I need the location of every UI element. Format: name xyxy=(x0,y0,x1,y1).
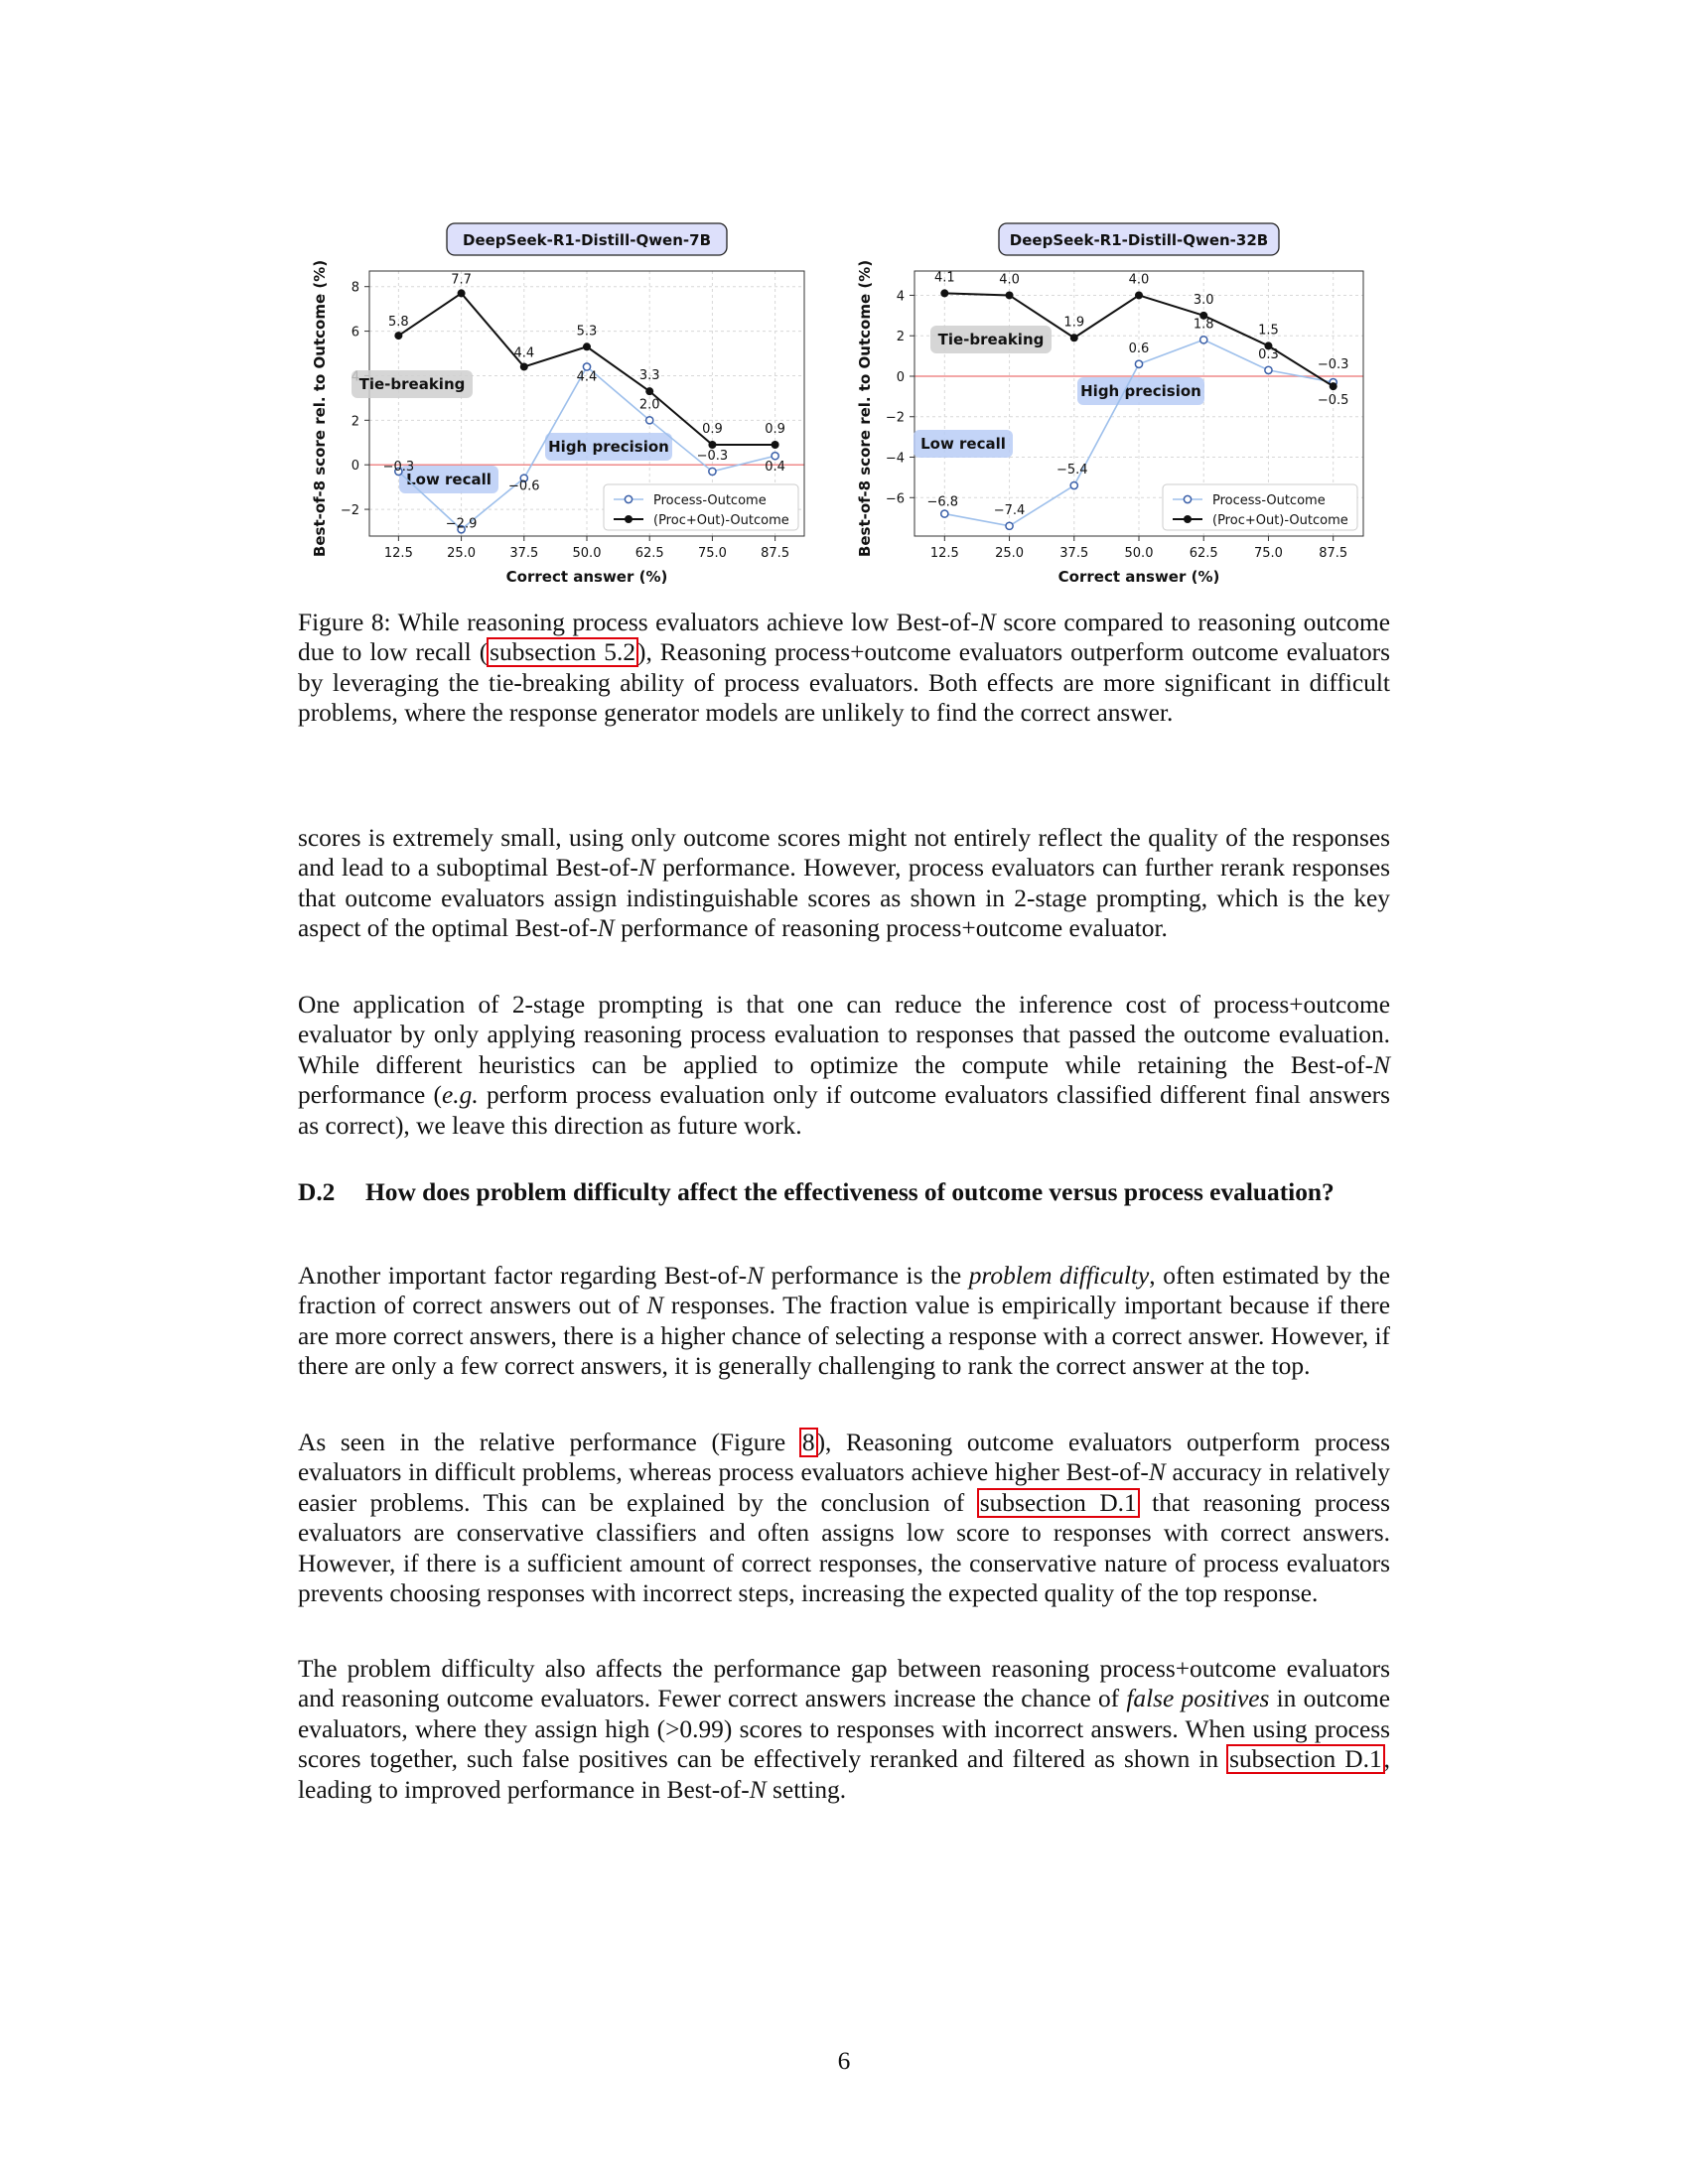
y-tick-label: 2 xyxy=(351,414,359,430)
data-label-proc-out-outcome: 4.0 xyxy=(1128,272,1150,288)
data-point-proc-out-outcome xyxy=(1006,291,1014,299)
y-tick-label: 4 xyxy=(896,289,905,305)
data-label-process-outcome: 0.6 xyxy=(1128,341,1150,356)
legend-label: (Proc+Out)-Outcome xyxy=(1212,513,1348,528)
section-heading-d2 xyxy=(298,1177,1390,1207)
p3-text-1: Another important factor regarding Best-of- xyxy=(298,1262,748,1290)
data-label-process-outcome: 2.0 xyxy=(638,397,660,413)
figure-label: Figure 8: xyxy=(298,609,391,636)
chart-title: DeepSeek-R1-Distill-Qwen-32B xyxy=(1009,231,1269,249)
data-label-process-outcome: −0.3 xyxy=(1317,357,1349,373)
data-point-proc-out-outcome xyxy=(520,362,528,370)
y-tick-label: 6 xyxy=(351,325,359,341)
figure-caption xyxy=(298,608,1390,729)
data-label-process-outcome: −2.9 xyxy=(445,516,478,532)
p5-text-4: setting. xyxy=(766,1775,847,1804)
x-tick-label: 87.5 xyxy=(761,546,790,561)
p2-text-2: performance ( xyxy=(298,1081,443,1110)
math-n: N xyxy=(646,1292,664,1320)
data-point-proc-out-outcome xyxy=(708,441,716,449)
caption-text-1: While reasoning process evaluators achieve low Best-of- xyxy=(397,609,979,636)
data-label-proc-out-outcome: 4.0 xyxy=(999,272,1020,288)
data-point-proc-out-outcome xyxy=(458,289,466,297)
data-point-process-outcome xyxy=(1070,481,1077,488)
x-tick-label: 37.5 xyxy=(509,546,539,561)
y-tick-label: 2 xyxy=(896,330,905,345)
data-point-proc-out-outcome xyxy=(1330,382,1337,390)
p4-text-3: accuracy in relatively easier problems. This can be explained by the conclusion of xyxy=(298,1458,1390,1517)
x-tick-label: 62.5 xyxy=(634,546,664,561)
p5-text-2: in outcome evaluators, where they assign high (>0.99) scores to responses with incorrect answers. When using process scores together, such false positives can be effectively reranked and filtered as shown in xyxy=(298,1685,1390,1774)
data-label-process-outcome: 0.4 xyxy=(765,460,785,476)
section-title: How does problem difficulty affect the effectiveness of outcome versus process evaluation? xyxy=(365,1178,1335,1206)
x-tick-label: 12.5 xyxy=(383,546,413,561)
data-point-process-outcome xyxy=(772,453,778,460)
y-tick-label: 0 xyxy=(896,369,905,385)
data-point-proc-out-outcome xyxy=(1135,291,1143,299)
paragraph-5 xyxy=(298,1654,1390,1805)
data-label-process-outcome: −7.4 xyxy=(993,502,1026,518)
p3-text-4: responses. The fraction value is empirically important because if there are more correct answers, there is a higher chance of selecting a response with a correct answer. However, if there are only a few correct answers, it is generally challenging to rank the correct answer at the top. xyxy=(298,1292,1390,1381)
chart-panel-2 xyxy=(856,223,1363,586)
x-tick-label: 25.0 xyxy=(447,546,477,561)
p3-text-2: performance is the xyxy=(764,1262,969,1290)
data-label-proc-out-outcome: 4.4 xyxy=(513,345,535,361)
data-label-process-outcome: 0.3 xyxy=(1258,346,1279,362)
p1-text-1: scores is extremely small, using only outcome scores might not entirely reflect the quality of the responses and lead to a suboptimal Best-of- xyxy=(298,824,1390,883)
annotation-label: Low recall xyxy=(920,435,1006,453)
data-point-proc-out-outcome xyxy=(1070,334,1078,341)
data-label-proc-out-outcome: 3.3 xyxy=(638,368,660,384)
p4-text-2: ), Reasoning outcome evaluators outperform process evaluators in difficult problems, whereas process evaluators achieve higher Best-of- xyxy=(298,1429,1391,1487)
math-n: N xyxy=(637,854,655,883)
legend-marker xyxy=(625,495,632,502)
p2-text-3: perform process evaluation only if outcome evaluators classified different final answers as correct), we leave this direction as future work. xyxy=(298,1081,1390,1140)
italic-eg: e.g. xyxy=(442,1081,479,1110)
data-label-proc-out-outcome: 0.9 xyxy=(702,422,723,438)
y-tick-label: −2 xyxy=(340,503,359,519)
paragraph-4 xyxy=(298,1428,1390,1608)
annotation-label: High precision xyxy=(1080,382,1201,400)
data-point-proc-out-outcome xyxy=(772,441,779,449)
x-tick-label: 75.0 xyxy=(1253,546,1283,561)
p1-text-2: performance. However, process evaluators can further rerank responses that outcome evaluators assign indistinguishable scores as shown in 2-stage prompting, which is the key aspect of the optimal Best-of- xyxy=(298,854,1390,943)
annotation-label: Tie-breaking xyxy=(358,375,466,393)
x-axis-label: Correct answer (%) xyxy=(1057,568,1220,586)
y-tick-label: −2 xyxy=(885,410,905,426)
math-n: N xyxy=(978,609,996,636)
data-point-process-outcome xyxy=(1200,337,1207,343)
data-label-process-outcome: −6.8 xyxy=(926,494,959,510)
annotation-label: High precision xyxy=(548,438,669,456)
caption-text-3: ), Reasoning process+outcome evaluators outperform outcome evaluators by leveraging the tie-breaking ability of process evaluators. Both effects are more significant in difficult problems, where the response generator models are unlikely to find the correct answer. xyxy=(298,638,1390,728)
data-label-proc-out-outcome: 7.7 xyxy=(451,272,472,288)
y-tick-label: 0 xyxy=(351,459,359,475)
italic-false-positives: false positives xyxy=(1126,1685,1270,1713)
y-axis-label: Best-of-8 score rel. to Outcome (%) xyxy=(856,259,874,558)
data-label-proc-out-outcome: 4.1 xyxy=(933,270,955,286)
data-point-process-outcome xyxy=(941,510,948,517)
math-n: N xyxy=(1148,1458,1166,1487)
data-point-proc-out-outcome xyxy=(645,387,653,395)
data-point-process-outcome xyxy=(1006,522,1013,529)
x-tick-label: 87.5 xyxy=(1319,546,1348,561)
legend-label: Process-Outcome xyxy=(1212,493,1326,508)
data-label-proc-out-outcome: −0.5 xyxy=(1317,393,1349,409)
data-label-process-outcome: −0.6 xyxy=(508,478,540,494)
data-label-process-outcome: 1.8 xyxy=(1193,317,1214,333)
data-label-proc-out-outcome: 1.5 xyxy=(1258,323,1279,339)
subsection-d1-link[interactable]: subsection D.1 xyxy=(979,1488,1137,1517)
page-number: 6 xyxy=(837,2047,851,2075)
y-axis-label: Best-of-8 score rel. to Outcome (%) xyxy=(311,259,329,558)
data-label-process-outcome: −5.4 xyxy=(1055,463,1088,478)
data-point-process-outcome xyxy=(1135,360,1142,367)
p2-text-1: One application of 2-stage prompting is that one can reduce the inference cost of process+outcome evaluator by only applying reasoning process evaluation to responses that passed the outcome evaluation. While different heuristics can be applied to optimize the compute while retaining the Best-of- xyxy=(298,991,1390,1079)
data-label-process-outcome: −0.3 xyxy=(696,448,729,464)
data-label-proc-out-outcome: 1.9 xyxy=(1063,315,1085,331)
data-point-proc-out-outcome xyxy=(940,289,948,297)
italic-problem-difficulty: problem difficulty xyxy=(968,1262,1150,1290)
data-label-process-outcome: −0.3 xyxy=(382,460,415,476)
data-label-proc-out-outcome: 5.3 xyxy=(576,324,598,340)
legend-marker xyxy=(1184,515,1192,523)
data-label-proc-out-outcome: 3.0 xyxy=(1193,292,1214,308)
legend-marker xyxy=(1184,495,1191,502)
x-tick-label: 50.0 xyxy=(572,546,602,561)
p5-text-1: The problem difficulty also affects the performance gap between reasoning process+outcome evaluators and reasoning outcome evaluators. Fewer correct answers increase the chance of xyxy=(298,1655,1390,1713)
annotation-label: Tie-breaking xyxy=(937,331,1045,348)
section-number: D.2 xyxy=(298,1178,336,1206)
chart-panel-1 xyxy=(311,223,804,586)
data-point-proc-out-outcome xyxy=(583,342,591,350)
y-tick-label: −6 xyxy=(885,491,905,507)
math-n: N xyxy=(597,914,615,943)
data-point-process-outcome xyxy=(709,468,716,475)
legend-marker xyxy=(625,515,633,523)
data-point-process-outcome xyxy=(1265,366,1272,373)
paragraph-2 xyxy=(298,990,1390,1141)
x-tick-label: 12.5 xyxy=(929,546,959,561)
caption-text-2: score compared to reasoning outcome due to low recall ( xyxy=(298,609,1391,667)
x-tick-label: 50.0 xyxy=(1124,546,1154,561)
x-tick-label: 37.5 xyxy=(1059,546,1089,561)
legend-label: (Proc+Out)-Outcome xyxy=(653,513,789,528)
x-tick-label: 25.0 xyxy=(995,546,1025,561)
x-tick-label: 62.5 xyxy=(1189,546,1218,561)
data-point-proc-out-outcome xyxy=(394,332,402,340)
y-tick-label: −4 xyxy=(885,451,905,467)
x-tick-label: 75.0 xyxy=(697,546,727,561)
p4-text-1: As seen in the relative performance (Figure xyxy=(298,1429,800,1456)
paragraph-3 xyxy=(298,1261,1390,1382)
p3-text-3: , often estimated by the fraction of correct answers out of xyxy=(298,1262,1390,1320)
figure-8 xyxy=(298,213,1390,601)
figure-8-charts xyxy=(298,213,1390,601)
data-label-proc-out-outcome: 5.8 xyxy=(388,315,409,331)
data-point-process-outcome xyxy=(646,417,653,424)
math-n: N xyxy=(749,1775,767,1804)
y-tick-label: 8 xyxy=(351,280,359,296)
x-axis-label: Correct answer (%) xyxy=(505,568,668,586)
figure-8-link[interactable]: 8 xyxy=(801,1429,815,1456)
p1-text-3: performance of reasoning process+outcome evaluator. xyxy=(614,914,1168,943)
data-label-proc-out-outcome: 0.9 xyxy=(765,422,785,438)
annotation-label: Low recall xyxy=(406,471,492,488)
p5-text-3: , leading to improved performance in Best-of- xyxy=(298,1745,1390,1804)
subsection-d1-link[interactable]: subsection D.1 xyxy=(1229,1745,1382,1774)
math-n: N xyxy=(1373,1050,1390,1079)
math-n: N xyxy=(747,1262,765,1290)
subsection-5-2-link[interactable]: subsection 5.2 xyxy=(490,638,636,667)
chart-title: DeepSeek-R1-Distill-Qwen-7B xyxy=(463,231,711,249)
data-label-process-outcome: 4.4 xyxy=(576,369,598,385)
legend-label: Process-Outcome xyxy=(653,493,767,508)
paragraph-1 xyxy=(298,823,1390,944)
p4-text-4: that reasoning process evaluators are conservative classifiers and often assigns low score to responses with correct answers. However, if there is a sufficient amount of correct responses, the conservative nature of process evaluators prevents choosing responses with incorrect steps, increasing the expected quality of the top response. xyxy=(298,1488,1390,1608)
